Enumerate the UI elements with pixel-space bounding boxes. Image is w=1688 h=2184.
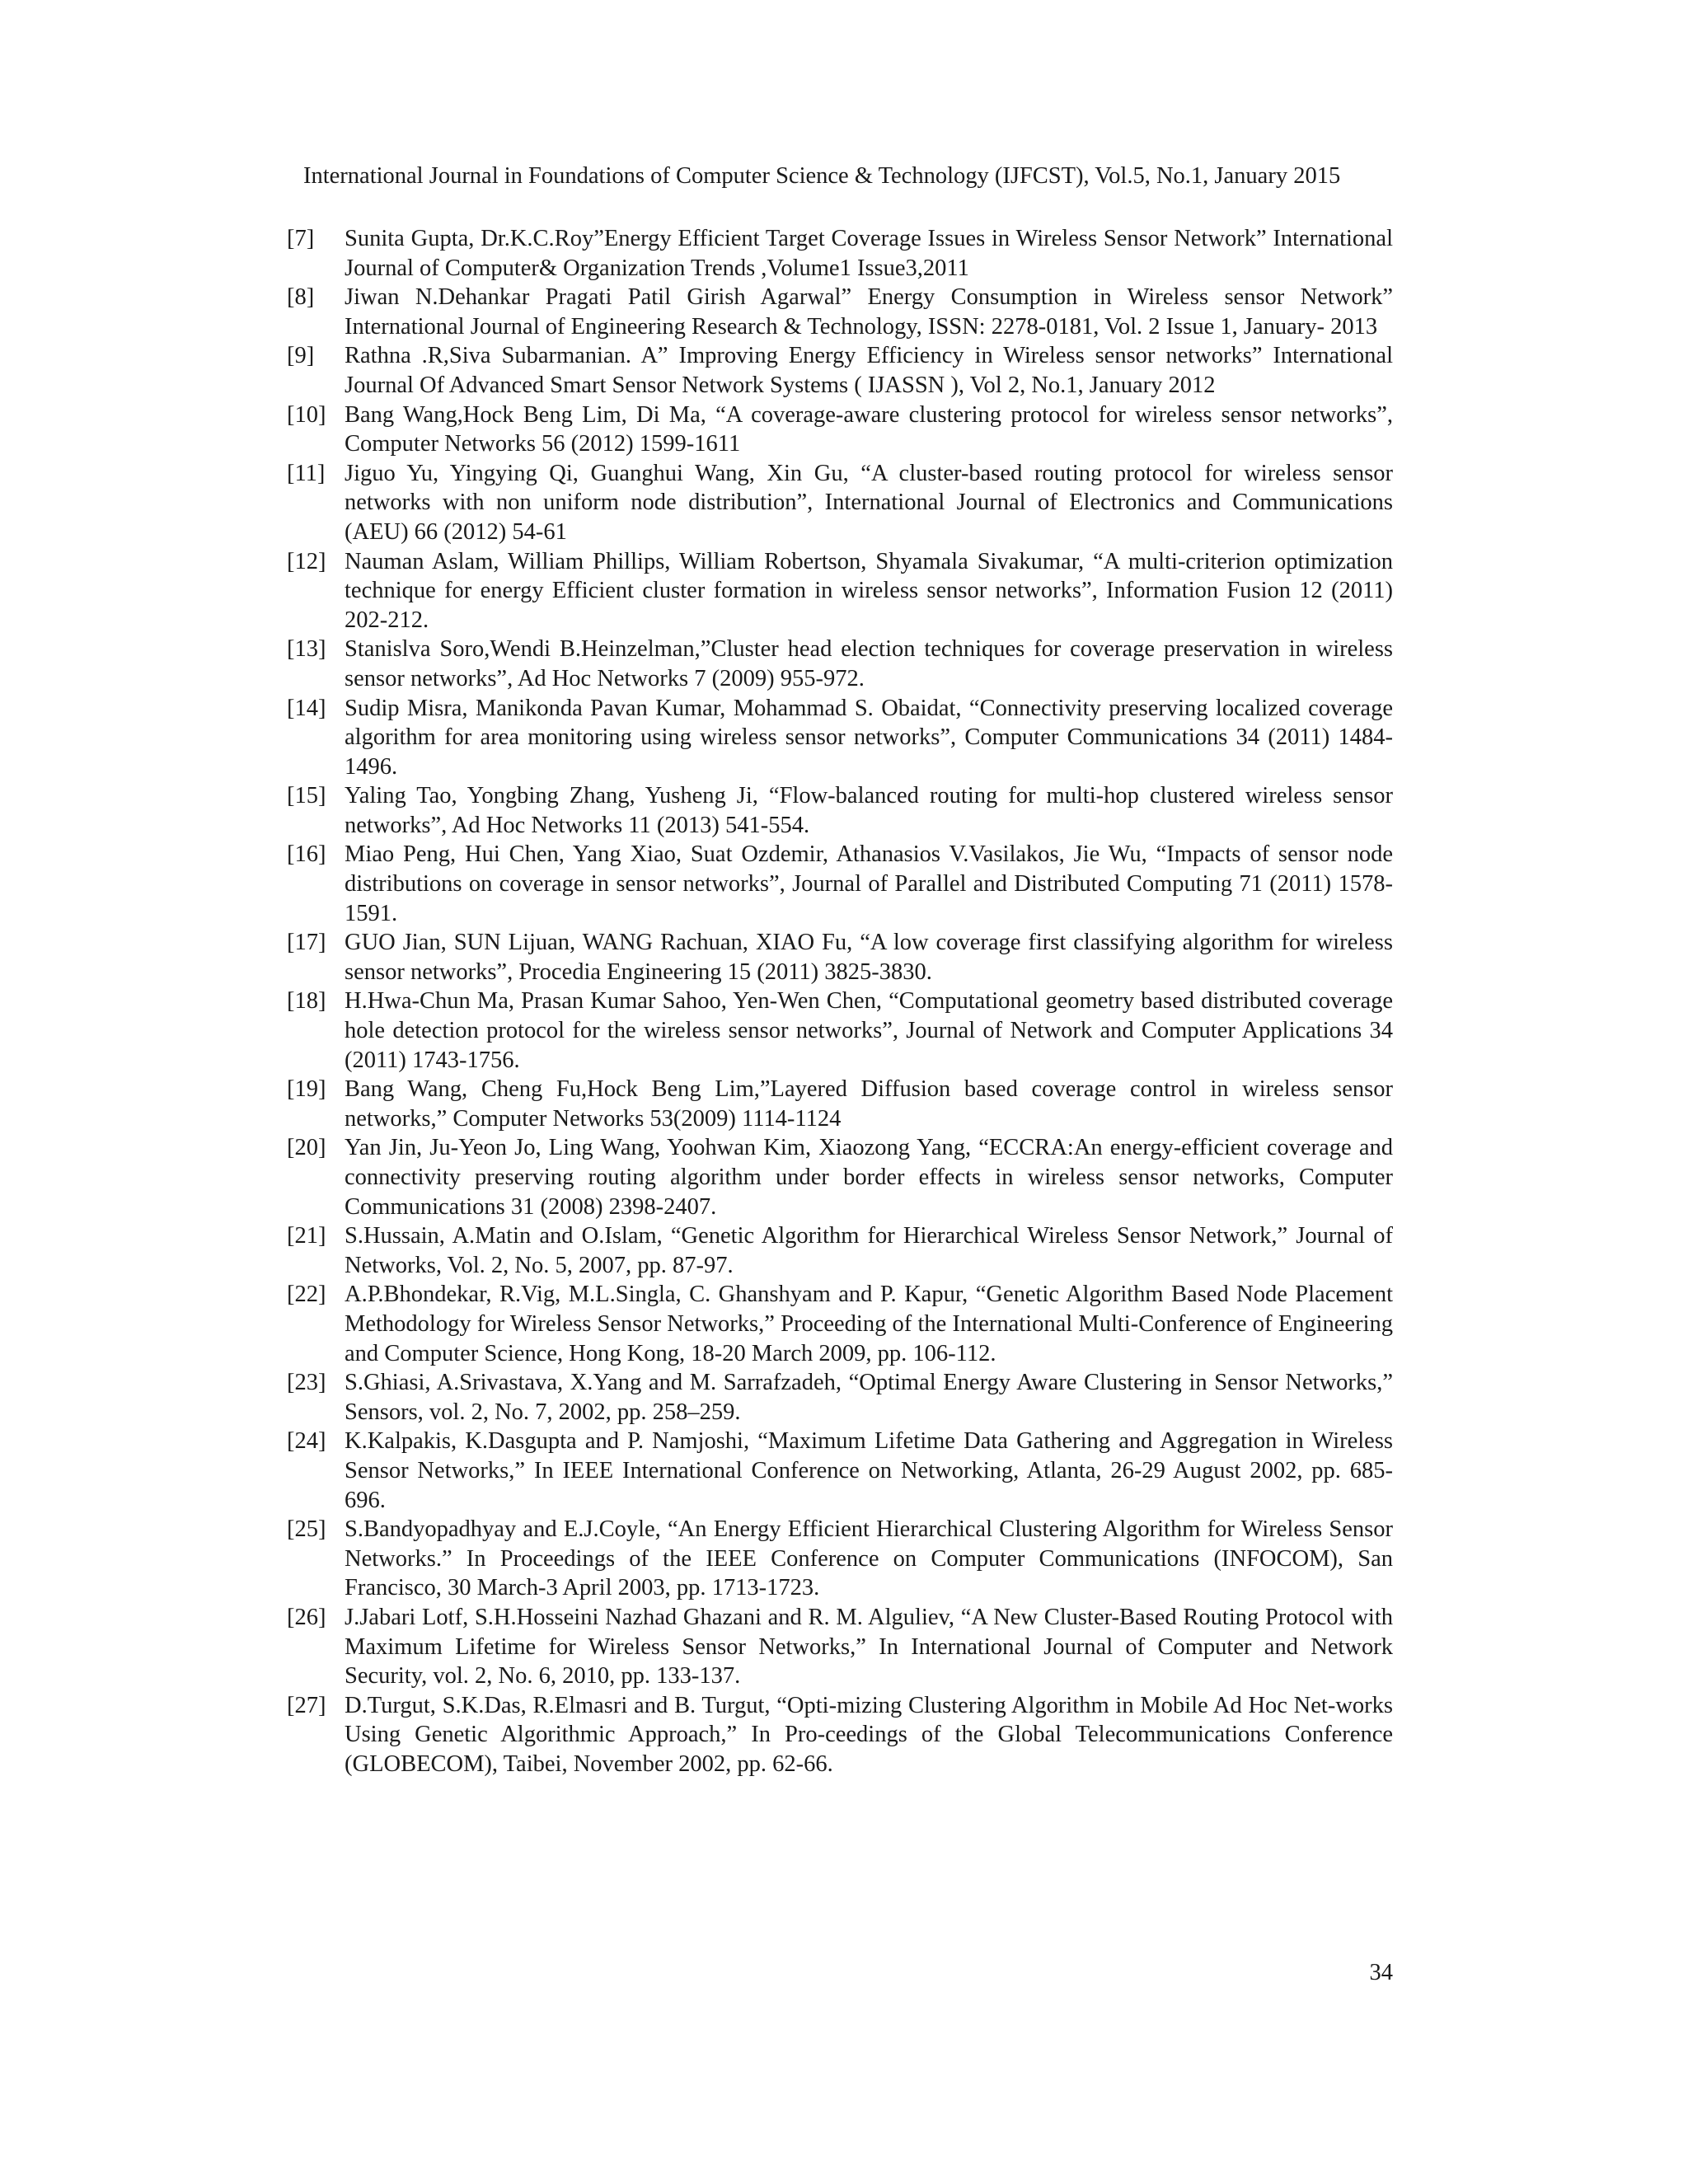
reference-item-22: [287, 1280, 1393, 1368]
reference-item-25: [287, 1515, 1393, 1603]
reference-number: [18]: [287, 988, 326, 1015]
reference-number: [22]: [287, 1282, 326, 1308]
reference-number: [21]: [287, 1223, 326, 1249]
reference-item-15: [287, 781, 1393, 840]
reference-item-16: [287, 840, 1393, 928]
reference-number: [20]: [287, 1135, 326, 1161]
reference-number: [13]: [287, 636, 326, 663]
reference-number: [25]: [287, 1516, 326, 1543]
reference-text: Stanislva Soro,Wendi B.Heinzelman,”Cluster head election techniques for coverage preservation in wireless sensor networks”, Ad Hoc Networks 7 (2009) 955-972.: [345, 636, 1393, 691]
reference-number: [10]: [287, 401, 326, 428]
reference-item-8: [287, 283, 1393, 341]
reference-text: S.Bandyopadhyay and E.J.Coyle, “An Energy Efficient Hierarchical Clustering Algorithm for Wireless Sensor Networks.” In Proceedings of the IEEE Conference on Computer Communications (INFOCOM), San Francisco, 30 March-3 April 2003, pp. 1713-1723.: [345, 1516, 1393, 1601]
reference-item-21: [287, 1221, 1393, 1280]
reference-number: [16]: [287, 841, 326, 868]
reference-text: Jiwan N.Dehankar Pragati Patil Girish Agarwal” Energy Consumption in Wireless sensor Network” International Journal of Engineering Research & Technology, ISSN: 2278-0181, Vol. 2 Issue 1, January- 2013: [345, 284, 1393, 340]
reference-item-7: [287, 224, 1393, 283]
page-number: 34: [1369, 1960, 1393, 1985]
reference-item-27: [287, 1691, 1393, 1779]
reference-text: Bang Wang,Hock Beng Lim, Di Ma, “A coverage-aware clustering protocol for wireless sensor networks”, Computer Networks 56 (2012) 1599-1611: [345, 401, 1393, 457]
reference-text: H.Hwa-Chun Ma, Prasan Kumar Sahoo, Yen-Wen Chen, “Computational geometry based distributed coverage hole detection protocol for the wireless sensor networks”, Journal of Network and Computer Applications 34 (2011) 1743-1756.: [345, 988, 1393, 1073]
reference-text: Jiguo Yu, Yingying Qi, Guanghui Wang, Xin Gu, “A cluster-based routing protocol for wireless sensor networks with non uniform node distribution”, International Journal of Electronics and Communications (AEU) 66 (2012) 54-61: [345, 460, 1393, 545]
reference-text: A.P.Bhondekar, R.Vig, M.L.Singla, C. Ghanshyam and P. Kapur, “Genetic Algorithm Based Node Placement Methodology for Wireless Sensor Networks,” Proceeding of the International Multi-Conference of Engineering and Computer Science, Hong Kong, 18-20 March 2009, pp. 106-112.: [345, 1282, 1393, 1366]
reference-list: [287, 224, 1393, 1779]
reference-item-23: [287, 1368, 1393, 1427]
reference-text: GUO Jian, SUN Lijuan, WANG Rachuan, XIAO Fu, “A low coverage first classifying algorithm for wireless sensor networks”, Procedia Engineering 15 (2011) 3825-3830.: [345, 930, 1393, 985]
reference-number: [27]: [287, 1692, 326, 1718]
reference-text: J.Jabari Lotf, S.H.Hosseini Nazhad Ghazani and R. M. Alguliev, “A New Cluster-Based Routing Protocol with Maximum Lifetime for Wireless Sensor Networks,” In International Journal of Computer and Network Security, vol. 2, No. 6, 2010, pp. 133-137.: [345, 1604, 1393, 1690]
reference-number: [24]: [287, 1428, 326, 1455]
reference-number: [17]: [287, 930, 326, 956]
reference-item-11: [287, 459, 1393, 547]
reference-number: [9]: [287, 343, 315, 369]
reference-text: D.Turgut, S.K.Das, R.Elmasri and B. Turgut, “Opti-mizing Clustering Algorithm in Mobile Ad Hoc Net-works Using Genetic Algorithmic Approach,” In Pro-ceedings of the Global Telecommunications Conference (GLOBECOM), Taibei, November 2002, pp. 62-66.: [345, 1692, 1393, 1777]
reference-text: S.Hussain, A.Matin and O.Islam, “Genetic Algorithm for Hierarchical Wireless Sensor Network,” Journal of Networks, Vol. 2, No. 5, 2007, pp. 87-97.: [345, 1223, 1393, 1278]
reference-number: [8]: [287, 284, 315, 311]
reference-number: [15]: [287, 783, 326, 809]
reference-item-10: [287, 401, 1393, 459]
reference-text: Yaling Tao, Yongbing Zhang, Yusheng Ji, “Flow-balanced routing for multi-hop clustered wireless sensor networks”, Ad Hoc Networks 11 (2013) 541-554.: [345, 783, 1393, 838]
reference-item-17: [287, 928, 1393, 987]
reference-item-12: [287, 547, 1393, 635]
reference-text: Bang Wang, Cheng Fu,Hock Beng Lim,”Layered Diffusion based coverage control in wireless sensor networks,” Computer Networks 53(2009) 1114-1124: [345, 1076, 1393, 1132]
reference-item-26: [287, 1603, 1393, 1691]
running-header: International Journal in Foundations of Computer Science & Technology (IJFCST), Vol.5, No.1, January 2015: [303, 163, 1341, 189]
reference-item-14: [287, 694, 1393, 782]
reference-text: K.Kalpakis, K.Dasgupta and P. Namjoshi, “Maximum Lifetime Data Gathering and Aggregation in Wireless Sensor Networks,” In IEEE International Conference on Networking, Atlanta, 26-29 August 2002, pp. 685-696.: [345, 1428, 1393, 1513]
reference-text: Miao Peng, Hui Chen, Yang Xiao, Suat Ozdemir, Athanasios V.Vasilakos, Jie Wu, “Impacts of sensor node distributions on coverage in sensor networks”, Journal of Parallel and Distributed Computing 71 (2011) 1578-1591.: [345, 841, 1393, 926]
reference-text: Yan Jin, Ju-Yeon Jo, Ling Wang, Yoohwan Kim, Xiaozong Yang, “ECCRA:An energy-efficient coverage and connectivity preserving routing algorithm under border effects in wireless sensor networks, Computer Communications 31 (2008) 2398-2407.: [345, 1135, 1393, 1220]
reference-item-9: [287, 341, 1393, 400]
reference-item-24: [287, 1427, 1393, 1515]
reference-number: [14]: [287, 695, 326, 721]
reference-number: [23]: [287, 1370, 326, 1396]
reference-number: [26]: [287, 1604, 326, 1630]
reference-number: [11]: [287, 460, 326, 486]
reference-text: Nauman Aslam, William Phillips, William Robertson, Shyamala Sivakumar, “A multi-criterion optimization technique for energy Efficient cluster formation in wireless sensor networks”, Information Fusion 12 (2011) 202-212.: [345, 548, 1393, 633]
reference-item-18: [287, 987, 1393, 1075]
reference-item-19: [287, 1075, 1393, 1133]
reference-number: [19]: [287, 1076, 326, 1103]
reference-text: Sudip Misra, Manikonda Pavan Kumar, Mohammad S. Obaidat, “Connectivity preserving localized coverage algorithm for area monitoring using wireless sensor networks”, Computer Communications 34 (2011) 1484-1496.: [345, 695, 1393, 780]
reference-item-20: [287, 1133, 1393, 1221]
reference-text: S.Ghiasi, A.Srivastava, X.Yang and M. Sarrafzadeh, “Optimal Energy Aware Clustering in Sensor Networks,” Sensors, vol. 2, No. 7, 2002, pp. 258–259.: [345, 1370, 1393, 1425]
reference-text: Rathna .R,Siva Subarmanian. A” Improving Energy Efficiency in Wireless sensor networks” International Journal Of Advanced Smart Sensor Network Systems ( IJASSN ), Vol 2, No.1, January 2012: [345, 343, 1393, 398]
reference-item-13: [287, 635, 1393, 693]
reference-number: [12]: [287, 548, 326, 574]
reference-text: Sunita Gupta, Dr.K.C.Roy”Energy Efficient Target Coverage Issues in Wireless Sensor Network” International Journal of Computer& Organization Trends ,Volume1 Issue3,2011: [345, 226, 1393, 281]
reference-number: [7]: [287, 226, 315, 251]
